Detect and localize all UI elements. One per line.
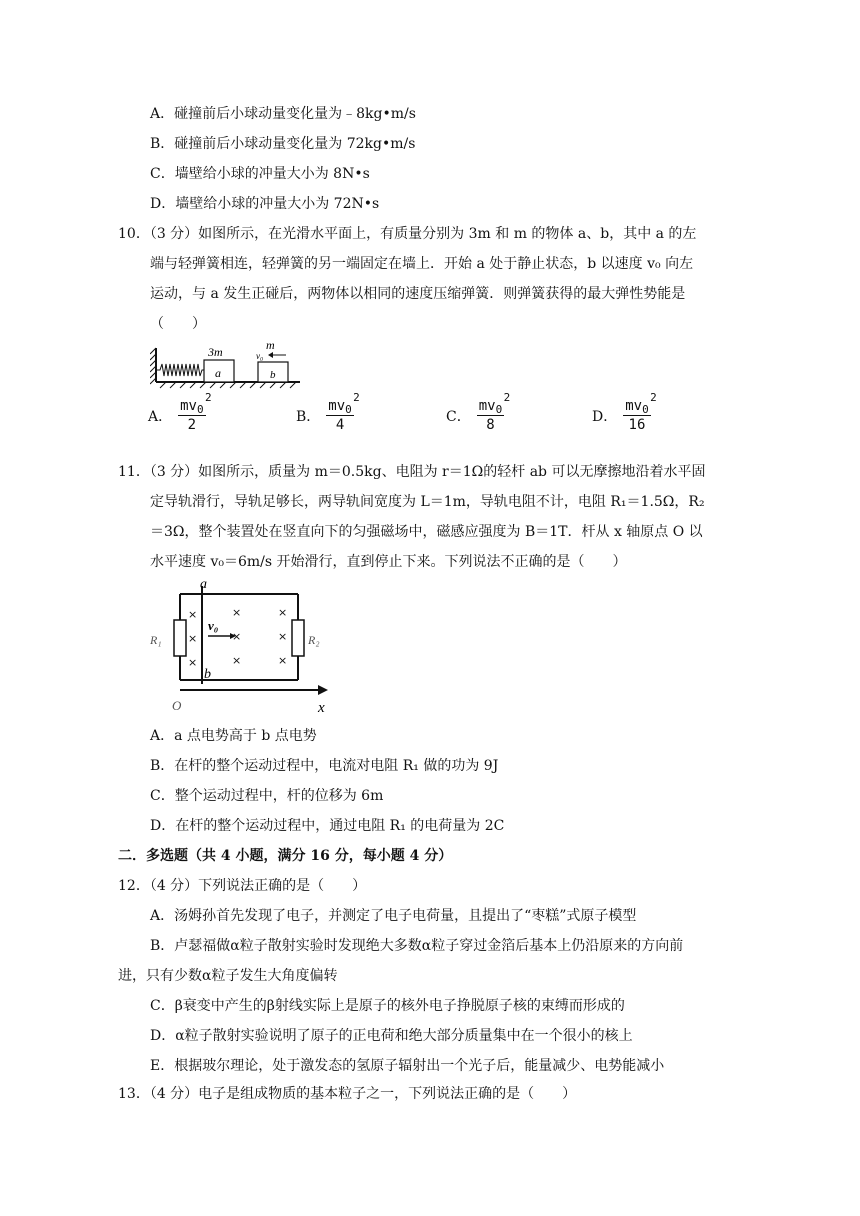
q10-option-d [592,391,657,434]
fraction-denominator: 2 [187,417,197,433]
q11-stem-line2: 定导轨滑行，导轨足够长，两导轨间宽度为 L＝1m，导轨电阻不计，电阻 R₁＝1.5Ω，R₂ [150,494,705,510]
q10-spring-figure [150,340,310,392]
svg-text:×: × [232,606,242,619]
q11-option-b: B．在杆的整个运动过程中，电流对电阻 R₁ 做的功为 9J [150,758,499,774]
x-axis-label: x [318,700,325,716]
q10-stem-line3: 运动，与 a 发生正碰后，两物体以相同的速度压缩弹簧．则弹簧获得的最大弹性势能是 [150,286,686,302]
q12-option-b-line1: B．卢瑟福做α粒子散射实验时发现绝大多数α粒子穿过金箔后基本上仍沿原来的方向前 [150,938,684,954]
section-heading: 二．多选题（共 4 小题，满分 16 分，每小题 4 分） [118,848,453,864]
option-label: C． [446,409,471,425]
q12-option-d: D．α粒子散射实验说明了原子的正电荷和绝大部分质量集中在一个很小的核上 [150,1028,633,1044]
q11-circuit-figure [146,578,336,716]
q11-stem-line1: 11．（3 分）如图所示，质量为 m＝0.5kg、电阻为 r＝1Ω的轻杆 ab 可以无摩擦地沿着水平固 [118,464,706,480]
svg-text:×: × [188,656,198,669]
q10-option-a [148,391,212,434]
superscript: 2 [503,391,511,404]
r1-label: R₁ [150,633,162,647]
fraction-denominator: 16 [628,417,646,433]
q11-stem-line4: 水平速度 v₀＝6m/s 开始滑行，直到停止下来。下列说法不正确的是（ ） [150,554,627,570]
fraction-denominator: 8 [486,417,495,433]
q13-stem: 13．（4 分）电子是组成物质的基本粒子之一，下列说法正确的是（ ） [118,1086,577,1102]
mass-a-label: 3m [208,345,223,359]
resistor-r1 [174,620,186,656]
x-axis-arrowhead [318,685,328,695]
svg-text:×: × [188,632,198,645]
spring [156,364,204,376]
q9-option-c: C．墙壁给小球的冲量大小为 8N•s [150,166,370,182]
q12-option-a: A．汤姆孙首先发现了电子，并测定了电子电荷量，且提出了“枣糕”式原子模型 [150,908,637,924]
option-label: D． [592,409,618,425]
q10-option-b [296,391,360,434]
velocity-label: v₀ [256,351,264,361]
subscript: 0 [642,403,649,416]
block-b-label: b [270,369,276,381]
q9-option-b: B．碰撞前后小球动量变化量为 72kg•m/s [150,136,416,152]
q9-option-d: D．墙壁给小球的冲量大小为 72N•s [150,196,380,212]
subscript: 0 [495,403,503,416]
block-a-label: a [215,366,221,380]
subscript: 0 [345,403,352,416]
svg-text:×: × [278,654,288,667]
q9-option-a: A．碰撞前后小球动量变化量为﹣8kg•m/s [150,106,416,122]
q10-stem-line4: （ ） [150,316,206,332]
q10-option-c [446,391,511,434]
point-a-label: a [200,578,207,592]
fraction-numerator: mv [180,398,197,414]
v0-label: v₀ [208,618,219,633]
q12-option-b-line2: 进，只有少数α粒子发生大角度偏转 [118,968,338,984]
mass-b-label: m [266,340,275,352]
fraction-denominator: 4 [335,417,345,433]
q11-option-c: C．整个运动过程中，杆的位移为 6m [150,788,384,804]
q11-option-d: D．在杆的整个运动过程中，通过电阻 R₁ 的电荷量为 2C [150,818,505,834]
superscript: 2 [353,391,360,404]
fraction-numerator: mv [328,398,346,414]
q11-stem-line3: ＝3Ω，整个装置处在竖直向下的匀强磁场中，磁感应强度为 B＝1T．杆从 x 轴原点 O 以 [150,524,703,540]
svg-text:×: × [232,654,242,667]
svg-text:×: × [278,606,288,619]
q12-stem: 12．（4 分）下列说法正确的是（ ） [118,878,367,894]
superscript: 2 [204,391,212,404]
point-b-label: b [204,667,211,682]
velocity-arrowhead [268,352,273,358]
subscript: 0 [196,403,204,416]
svg-text:×: × [232,630,242,643]
option-label: A． [148,409,173,425]
q10-stem-line2: 端与轻弹簧相连，轻弹簧的另一端固定在墙上．开始 a 处于静止状态，b 以速度 v₀ 向左 [150,256,694,272]
svg-text:×: × [278,630,288,643]
q11-option-a: A．a 点电势高于 b 点电势 [150,728,317,744]
r2-label: R₂ [308,633,320,647]
option-label: B． [296,409,321,425]
fraction-numerator: mv [478,398,496,414]
fraction-numerator: mv [625,398,643,414]
q12-option-c: C．β衰变中产生的β射线实际上是原子的核外电子挣脱原子核的束缚而形成的 [150,998,625,1014]
q12-option-e: E．根据玻尔理论，处于激发态的氢原子辐射出一个光子后，能量减少、电势能减小 [150,1058,665,1074]
svg-text:×: × [188,608,198,621]
resistor-r2 [292,620,304,656]
q10-stem-line1: 10．（3 分）如图所示，在光滑水平面上，有质量分别为 3m 和 m 的物体 a、b，其中 a 的左 [118,226,697,242]
origin-label: O [172,698,182,713]
superscript: 2 [650,391,657,404]
